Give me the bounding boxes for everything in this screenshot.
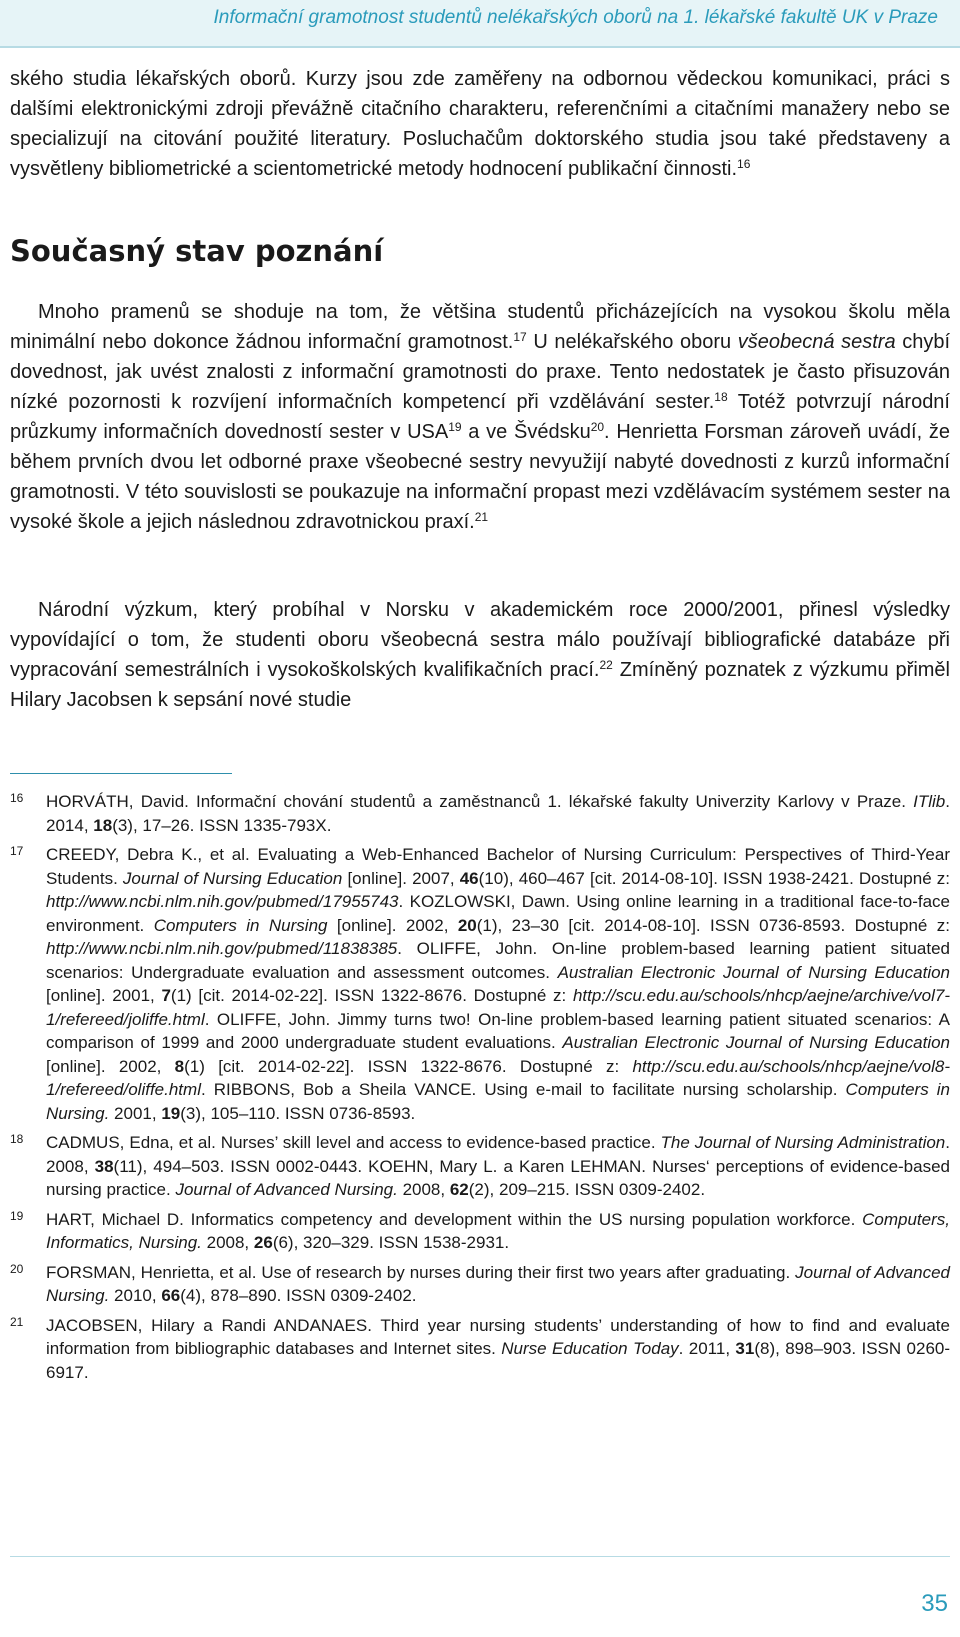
footnote-separator	[10, 773, 232, 774]
paragraph-2	[10, 297, 950, 537]
footnote-17	[10, 843, 950, 1125]
fn-journal: Computers in Nursing	[153, 915, 328, 935]
fn-text: (8), 898–903. ISSN 0260-6917.	[46, 1339, 951, 1382]
fn-text: (6), 320–329. ISSN 1538-2931.	[272, 1233, 510, 1252]
intro-paragraph	[10, 64, 950, 184]
fn-volume: 46	[459, 868, 479, 888]
footnote-ref-16[interactable]: 16	[737, 157, 751, 171]
p2-s3b: a ve Švédsku	[461, 421, 591, 443]
footnotes	[10, 790, 950, 1384]
fn-text: (2), 209–215. ISSN 0309-2402.	[468, 1180, 706, 1199]
fn-text: 2010,	[109, 1286, 162, 1305]
fn-volume: 7	[161, 986, 171, 1005]
fn-volume: 31	[735, 1339, 755, 1358]
fn-volume: 26	[253, 1233, 273, 1252]
footnote-ref-18[interactable]: 18	[714, 390, 728, 404]
running-header	[0, 0, 960, 48]
fn-journal: Journal of Advanced Nursing.	[175, 1180, 398, 1199]
fn-text: . OLIFFE, John. Jimmy turns two! On-line problem-based learning patient situated scenarios: A comparison of 1999 and 2000 undergraduate student evaluations.	[46, 1009, 950, 1052]
fn-text: [online]. 2002,	[46, 1056, 175, 1076]
footnote-number: 16	[10, 791, 24, 805]
fn-link[interactable]: http://scu.edu.au/schools/nhcp/aejne/vol8-1/refereed/oliffe.html	[46, 1056, 950, 1099]
fn-text: 2001,	[109, 1103, 162, 1123]
fn-volume: 38	[94, 1156, 114, 1176]
fn-text: (4), 878–890. ISSN 0309-2402.	[180, 1286, 417, 1305]
fn-text: HART, Michael D. Informatics competency and development within the US nursing population workforce.	[46, 1209, 863, 1229]
footnote-20	[10, 1261, 950, 1308]
p2-s2b: chybí dovednost, jak uvést znalosti z informační gramotnosti do praxe. Tento nedostatek je často přisuzován nízké pozornosti k rozvíjení informačních kompetencí při vzdělávání sester.	[10, 331, 950, 413]
fn-link[interactable]: http://www.ncbi.nlm.nih.gov/pubmed/11838385	[46, 939, 398, 958]
fn-text: (1) [cit. 2014-02-22]. ISSN 1322-8676. Dostupné z:	[184, 1056, 633, 1076]
fn-text: CREEDY, Debra K., et al. Evaluating a Web-Enhanced Bachelor of Nursing Curriculum: Perspectives of Third-Year Students.	[46, 845, 950, 888]
footnote-number: 20	[10, 1261, 24, 1276]
p2-s2a: U nelékařského oboru	[526, 331, 738, 353]
section-title: Současný stav poznání	[10, 234, 384, 268]
footnote-ref-17[interactable]: 17	[513, 330, 527, 344]
fn-text: . 2014,	[46, 792, 950, 835]
p2-s3a: Totéž potvrzují národní průzkumy informačních dovedností sester v USA	[10, 391, 950, 443]
paragraph-3	[10, 595, 950, 715]
p3-s1: Národní výzkum, který probíhal v Norsku v akademickém roce 2000/2001, přinesl výsledky vypovídající o tom, že studenti oboru všeobecná sestra málo používají bibliografické databáze při vypracování semestrálních i vysokoškolských kvalifikačních prací.	[10, 599, 950, 681]
fn-text: FORSMAN, Henrietta, et al. Use of research by nurses during their first two years after graduating.	[46, 1262, 796, 1282]
fn-volume: 18	[93, 815, 113, 835]
fn-volume: 20	[457, 915, 477, 935]
page-number: 35	[921, 1590, 948, 1617]
footnote-19	[10, 1208, 950, 1255]
fn-journal: Australian Electronic Journal of Nursing Education	[557, 962, 951, 982]
fn-text: JACOBSEN, Hilary a Randi ANDANAES. Third year nursing students’ understanding of how to find and evaluate information from bibliographic databases and Internet sites.	[46, 1315, 950, 1358]
fn-text: . OLIFFE, John. On-line problem-based learning patient situated scenarios: Undergraduate evaluation and assessment outcomes.	[46, 939, 950, 982]
fn-volume: 66	[161, 1286, 181, 1305]
fn-journal: Journal of Advanced Nursing.	[46, 1262, 950, 1305]
footnote-ref-19[interactable]: 19	[448, 420, 462, 434]
fn-text: (1), 23–30 [cit. 2014-08-10]. ISSN 0736-8593. Dostupné z:	[476, 915, 951, 935]
p2-s1: Mnoho pramenů se shoduje na tom, že většina studentů přicházejících na vysokou školu měla minimální nebo dokonce žádnou informační gramotnost.	[10, 301, 950, 353]
footnote-18	[10, 1131, 950, 1202]
footnote-ref-21[interactable]: 21	[474, 510, 489, 524]
fn-journal: Australian Electronic Journal of Nursing Education	[562, 1033, 951, 1052]
fn-text: 2008,	[201, 1233, 254, 1252]
fn-volume: 19	[161, 1103, 181, 1123]
fn-text: [online]. 2007,	[342, 868, 460, 888]
fn-journal: Computers in Nursing.	[46, 1080, 950, 1123]
fn-text: (11), 494–503. ISSN 0002-0443. KOEHN, Mary L. a Karen LEHMAN. Nurses‘ perceptions of evidence-based nursing practice.	[46, 1156, 950, 1199]
fn-text: [online]. 2002,	[327, 915, 458, 935]
p2-s4: . Henrietta Forsman zároveň uvádí, že během prvních dvou let odborné praxe všeobecné sestry nevyužijí nabyté dovednosti z kurzů informační gramotnosti. V této souvislosti se poukazuje na informační propast mezi vzdělávacím systémem sester na vysoké škole a jejich následnou zdravotnickou praxí.	[10, 421, 951, 533]
intro-text: ského studia lékařských oborů. Kurzy jsou zde zaměřeny na odbornou vědeckou komunikaci, práci s dalšími elektronickými zdroji převážně citačního charakteru, referenčními a citačními manažery nebo se specializují na citování použité literatury. Posluchačům doktorského studia jsou také představeny a vysvětleny bibliometrické a scientometrické metody hodnocení publikační činnosti.	[10, 68, 950, 180]
fn-journal: Journal of Nursing Education	[122, 868, 343, 888]
fn-text: . RIBBONS, Bob a Sheila VANCE. Using e-mail to facilitate nursing scholarship.	[200, 1080, 846, 1099]
p2-emphasis: všeobecná sestra	[737, 331, 896, 353]
fn-text: CADMUS, Edna, et al. Nurses’ skill level and access to evidence-based practice.	[46, 1133, 661, 1152]
fn-journal: Nurse Education Today	[501, 1339, 679, 1358]
fn-text: . KOZLOWSKI, Dawn. Using online learning in a traditional face-to-face environment.	[46, 892, 950, 935]
header-title: Informační gramotnost studentů nelékařských oborů na 1. lékařské fakultě UK v Praze	[213, 7, 938, 28]
footnote-ref-22[interactable]: 22	[599, 658, 613, 672]
fn-text: . 2008,	[46, 1133, 950, 1176]
fn-text: (3), 105–110. ISSN 0736-8593.	[180, 1103, 416, 1123]
footnote-ref-20[interactable]: 20	[590, 420, 605, 434]
footnote-16	[10, 790, 950, 837]
p3-s2: Zmíněný poznatek z výzkumu přiměl Hilary Jacobsen k sepsání nové studie	[10, 659, 950, 711]
fn-journal: ITlib	[913, 792, 946, 811]
footnote-number: 17	[10, 844, 24, 858]
fn-text: (1) [cit. 2014-02-22]. ISSN 1322-8676. Dostupné z:	[170, 986, 573, 1005]
fn-text: [online]. 2001,	[46, 986, 162, 1005]
fn-link[interactable]: http://scu.edu.au/schools/nhcp/aejne/archive/vol7-1/refereed/joliffe.html	[46, 986, 951, 1029]
fn-volume: 8	[174, 1056, 185, 1076]
fn-link[interactable]: http://www.ncbi.nlm.nih.gov/pubmed/17955743	[46, 892, 399, 911]
fn-text: . 2011,	[678, 1339, 736, 1358]
fn-text: 2008,	[397, 1180, 450, 1199]
footnote-21	[10, 1314, 950, 1385]
fn-journal: Computers, Informatics, Nursing.	[46, 1209, 950, 1252]
footnote-number: 19	[10, 1208, 24, 1223]
fn-journal: The Journal of Nursing Administration	[660, 1133, 946, 1152]
fn-text: (10), 460–467 [cit. 2014-08-10]. ISSN 1938-2421. Dostupné z:	[478, 868, 950, 888]
fn-text: (3), 17–26. ISSN 1335-793X.	[112, 815, 332, 835]
footnote-number: 18	[10, 1132, 24, 1146]
fn-volume: 62	[449, 1180, 469, 1199]
footer-separator	[10, 1556, 950, 1557]
fn-text: HORVÁTH, David. Informační chování studentů a zaměstnanců 1. lékařské fakulty Univerzity Karlovy v Praze.	[46, 792, 914, 811]
footnote-number: 21	[10, 1314, 24, 1329]
